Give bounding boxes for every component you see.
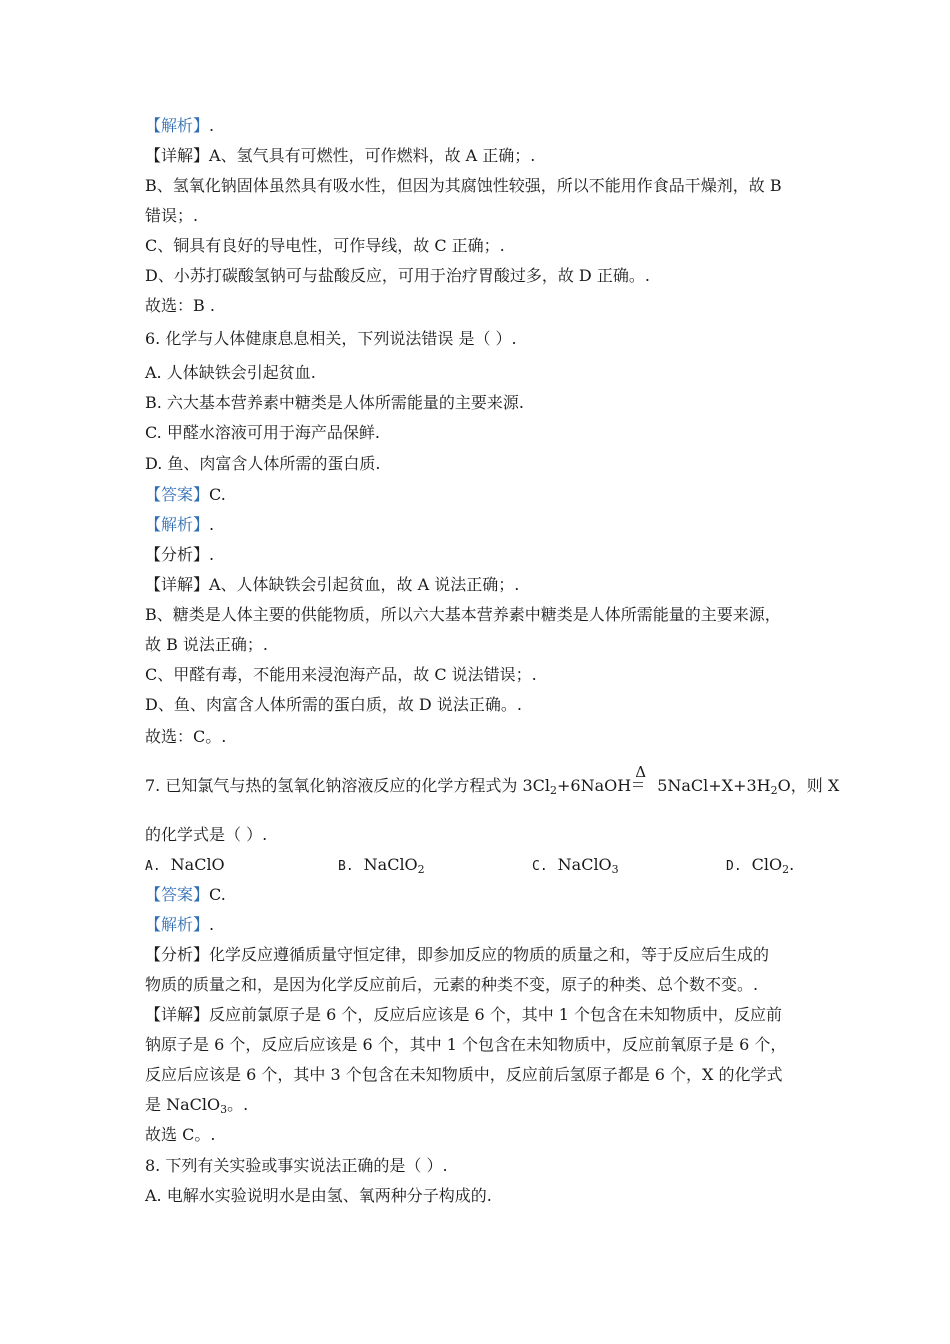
line-text: 。. (227, 1095, 249, 1114)
line-text: 故选 C。. (145, 1125, 216, 1144)
text-line (145, 1124, 215, 1146)
analysis-line (145, 514, 214, 536)
line-text: . (209, 515, 215, 534)
question-7-stem (145, 763, 840, 802)
line-text: 【详解】A、人体缺铁会引起贫血，故 A 说法正确；. (145, 575, 520, 594)
line-text: C、铜具有良好的导电性，可作导线，故 C 正确；. (145, 236, 505, 255)
q7-option-a (145, 854, 225, 878)
option-text: NaClO (557, 855, 612, 874)
option-d (145, 453, 381, 475)
section-tag: 【详解】 (145, 146, 210, 165)
line-text: A、氢气具有可燃性，可作燃料，故 A 正确；. (209, 146, 536, 165)
option-letter: D. (726, 859, 742, 874)
text-line (145, 265, 650, 287)
text-line (145, 694, 522, 716)
option-text: NaClO (363, 855, 418, 874)
line-text: 【分析】化学反应遵循质量守恒定律，即参加反应的物质的质量之和，等于反应后生成的 (145, 945, 770, 964)
text-line (145, 115, 214, 137)
subscript: 2 (782, 863, 790, 876)
line-text: B. 六大基本营养素中糖类是人体所需能量的主要来源. (145, 393, 525, 412)
line-text: A. 电解水实验说明水是由氢、氧两种分子构成的. (145, 1186, 492, 1205)
line-text: 错误；. (145, 206, 199, 225)
subscript: 3 (220, 1103, 228, 1116)
line-text: 6. 化学与人体健康息息相关，下列说法错误 是（ ）. (145, 329, 517, 348)
question-7-stem-continued (145, 824, 267, 846)
subscript: 2 (549, 784, 557, 797)
answer-line (145, 884, 226, 906)
option-text: NaClO (170, 855, 225, 874)
option-a (145, 362, 316, 384)
subscript: 3 (611, 863, 619, 876)
text-line (145, 1034, 786, 1056)
subscript: 2 (417, 863, 425, 876)
subscript: 2 (770, 784, 778, 797)
option-text: ClO (751, 855, 783, 874)
text-line (145, 726, 226, 748)
line-text: 【分析】. (145, 545, 215, 564)
analysis-line (145, 914, 214, 936)
line-text: C. 甲醛水溶液可用于海产品保鲜. (145, 423, 380, 442)
line-text: . (209, 116, 215, 135)
delta-symbol: Δ (635, 763, 647, 781)
text-line (145, 235, 505, 257)
section-tag: 【解析】 (145, 915, 210, 934)
option-letter: B. (338, 859, 354, 874)
question-8-stem (145, 1155, 448, 1177)
line-text: C. (209, 485, 226, 504)
option-b (145, 392, 524, 414)
text-line (145, 145, 535, 167)
q7-option-d (726, 854, 794, 881)
q7-option-b (338, 854, 425, 881)
text-line (145, 974, 758, 996)
line-text: 故 B 说法正确；. (145, 635, 269, 654)
q7-stem-part: +6NaOH (556, 776, 632, 795)
line-text: C、甲醛有毒，不能用来浸泡海产品，故 C 说法错误；. (145, 665, 537, 684)
line-text: 物质的质量之和，是因为化学反应前后，元素的种类不变，原子的种类、总个数不变。. (145, 975, 759, 994)
line-text: 反应后应该是 6 个，其中 3 个包含在未知物质中，反应前后氢原子都是 6 个，X 的化学式 (145, 1065, 783, 1084)
text-line (145, 634, 268, 656)
text-line (145, 175, 782, 197)
text-line (145, 544, 214, 566)
text-line (145, 574, 519, 596)
option-letter: C. (532, 859, 548, 874)
text-line (145, 664, 537, 686)
option-letter: A. (145, 859, 161, 874)
line-text: 【详解】反应前氯原子是 6 个，反应后应该是 6 个，其中 1 个包含在未知物质中，反应前 (145, 1005, 783, 1024)
line-text: 钠原子是 6 个，反应后应该是 6 个，其中 1 个包含在未知物质中，反应前氧原子是 6 个， (145, 1035, 787, 1054)
q7-stem-part: 5NaCl+X+3H (657, 776, 771, 795)
option-c (145, 422, 380, 444)
line-text: 8. 下列有关实验或事实说法正确的是（ ）. (145, 1156, 448, 1175)
text-line (145, 604, 781, 626)
answer-line (145, 484, 226, 506)
text-line (145, 1094, 248, 1121)
section-tag: 【答案】 (145, 885, 210, 904)
line-text: 是 NaClO (145, 1095, 221, 1114)
line-text: B、糖类是人体主要的供能物质，所以六大基本营养素中糖类是人体所需能量的主要来源， (145, 605, 781, 624)
text-line (145, 944, 769, 966)
text-line (145, 205, 198, 227)
q7-option-c (532, 854, 619, 881)
text-line (145, 295, 215, 317)
line-text: D、小苏打碳酸氢钠可与盐酸反应，可用于治疗胃酸过多，故 D 正确。. (145, 266, 650, 285)
line-text: D. 鱼、肉富含人体所需的蛋白质. (145, 454, 381, 473)
equals-sign (633, 782, 643, 787)
line-text: B、氢氧化钠固体虽然具有吸水性，但因为其腐蚀性较强，所以不能用作食品干燥剂，故 B (145, 176, 782, 195)
option-a (145, 1185, 492, 1207)
section-tag: 【解析】 (145, 116, 210, 135)
section-tag: 【答案】 (145, 485, 210, 504)
line-text: 故选：B . (145, 296, 215, 315)
line-text: D、鱼、肉富含人体所需的蛋白质，故 D 说法正确。. (145, 695, 522, 714)
text-line (145, 1064, 783, 1086)
question-6-stem (145, 328, 517, 350)
line-text: A. 人体缺铁会引起贫血. (145, 363, 316, 382)
line-text: 故选：C。. (145, 727, 227, 746)
section-tag: 【解析】 (145, 515, 210, 534)
line-text: . (209, 915, 215, 934)
option-tail: . (789, 855, 795, 874)
q7-stem-part: 7. 已知氯气与热的氢氧化钠溶液反应的化学方程式为 3Cl (145, 776, 550, 795)
text-line (145, 1004, 782, 1026)
heating-condition (631, 763, 657, 797)
q7-stem-part: O，则 X (777, 776, 840, 795)
line-text: C. (209, 885, 226, 904)
line-text: 的化学式是（ ）. (145, 825, 268, 844)
